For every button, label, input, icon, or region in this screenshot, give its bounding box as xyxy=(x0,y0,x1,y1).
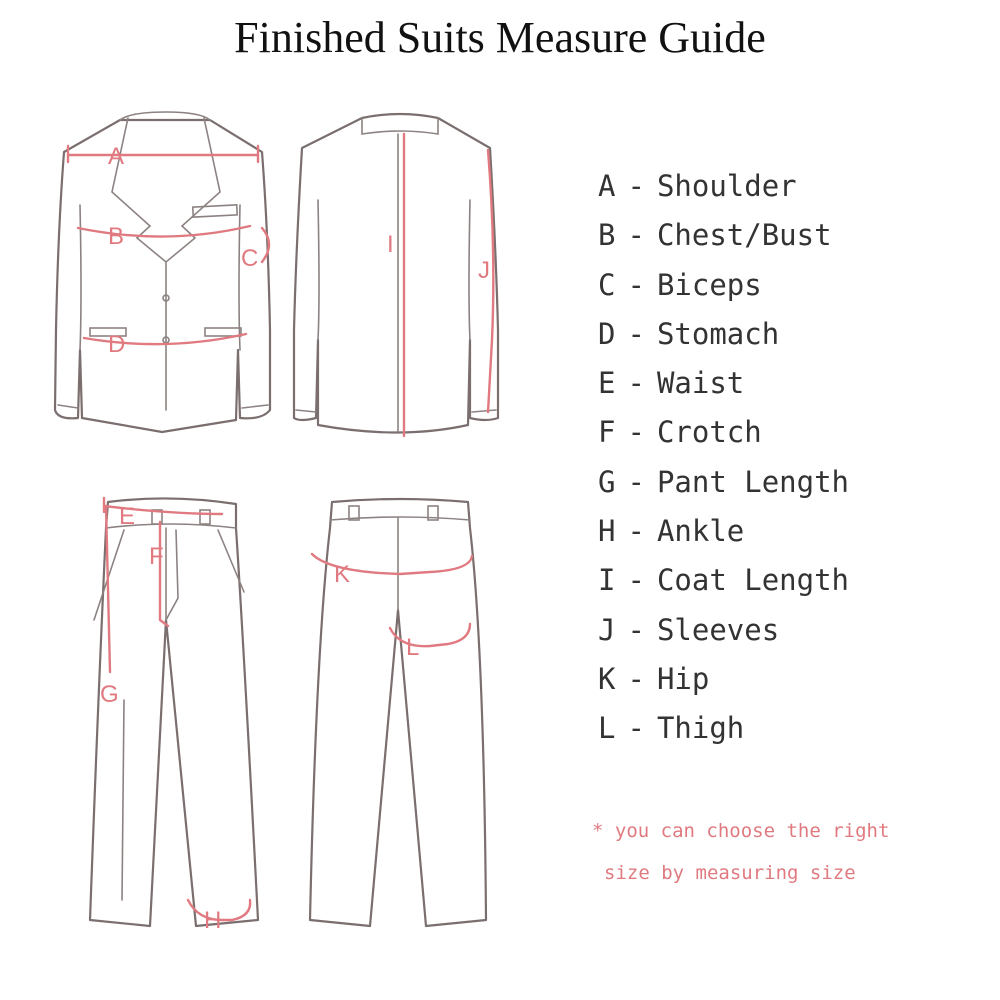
legend-letter: D xyxy=(598,316,616,351)
jacket-back-illustration xyxy=(294,114,498,433)
legend-item-crotch xyxy=(598,414,849,463)
legend-item-ankle xyxy=(598,513,849,562)
legend-separator: - xyxy=(627,661,645,696)
legend-letter: A xyxy=(598,169,616,203)
sizing-note xyxy=(592,816,972,900)
legend-letter: C xyxy=(598,267,616,302)
legend-letter: G xyxy=(598,464,616,499)
legend-separator: - xyxy=(627,366,645,401)
pants-front-illustration xyxy=(90,498,258,926)
legend-name: Sleeves xyxy=(656,612,780,647)
legend-item-hip xyxy=(598,661,849,710)
legend-name: Stomach xyxy=(656,316,780,351)
legend-item-biceps xyxy=(598,267,849,316)
legend-name: Biceps xyxy=(656,267,762,302)
legend-separator: - xyxy=(627,218,645,253)
legend-name: Shoulder xyxy=(656,169,797,203)
legend-item-pant-length xyxy=(598,464,849,513)
legend-name: Pant Length xyxy=(656,464,849,499)
legend-separator: - xyxy=(627,415,645,450)
legend-item-chest-bust xyxy=(598,217,849,266)
legend-name: Hip xyxy=(656,661,710,696)
legend-item-shoulder xyxy=(598,168,849,217)
legend-letter: L xyxy=(598,711,616,746)
legend-item-thigh xyxy=(598,710,849,759)
sizing-note-line-2: size by measuring size xyxy=(604,862,856,884)
legend-separator: - xyxy=(627,514,645,549)
legend-separator: - xyxy=(627,316,645,351)
legend-letter: B xyxy=(598,218,616,253)
legend-separator: - xyxy=(627,711,645,746)
diagram-label-j: J xyxy=(478,257,490,284)
legend-name: Ankle xyxy=(656,514,745,549)
diagram-label-f: F xyxy=(149,543,164,570)
diagram-label-a: A xyxy=(108,143,125,170)
legend-separator: - xyxy=(627,464,645,499)
page-title: Finished Suits Measure Guide xyxy=(234,13,766,62)
legend-name: Coat Length xyxy=(656,563,849,598)
legend-separator: - xyxy=(627,169,645,203)
measurement-legend xyxy=(598,168,849,760)
diagram-label-k: K xyxy=(334,561,351,588)
legend-letter: H xyxy=(598,514,616,549)
diagram-label-g: G xyxy=(100,681,119,708)
legend-separator: - xyxy=(627,267,645,302)
legend-item-sleeves xyxy=(598,612,849,661)
jacket-front-illustration xyxy=(55,112,270,432)
legend-separator: - xyxy=(627,612,645,647)
legend-separator: - xyxy=(627,563,645,598)
legend-letter: F xyxy=(598,415,616,450)
sizing-note-line-1: * you can choose the right xyxy=(592,820,890,842)
legend-name: Waist xyxy=(656,366,745,401)
diagram-label-h: H xyxy=(204,907,222,934)
diagram-label-i: I xyxy=(387,231,394,258)
legend-letter: I xyxy=(598,563,616,598)
legend-letter: E xyxy=(598,366,616,401)
legend-name: Thigh xyxy=(656,711,745,746)
legend-item-stomach xyxy=(598,316,849,365)
diagram-label-c: C xyxy=(241,245,259,272)
measure-line-a xyxy=(68,146,258,162)
legend-letter: K xyxy=(598,661,616,696)
diagram-label-b: B xyxy=(108,223,125,250)
diagram-label-d: D xyxy=(108,331,126,358)
measure-line-b xyxy=(78,226,250,237)
legend-name: Chest/Bust xyxy=(656,218,832,253)
legend-letter: J xyxy=(598,612,616,647)
legend-item-coat-length xyxy=(598,562,849,611)
legend-name: Crotch xyxy=(656,415,762,450)
diagram-label-e: E xyxy=(119,503,136,530)
legend-item-waist xyxy=(598,365,849,414)
diagram-label-l: L xyxy=(406,634,420,661)
